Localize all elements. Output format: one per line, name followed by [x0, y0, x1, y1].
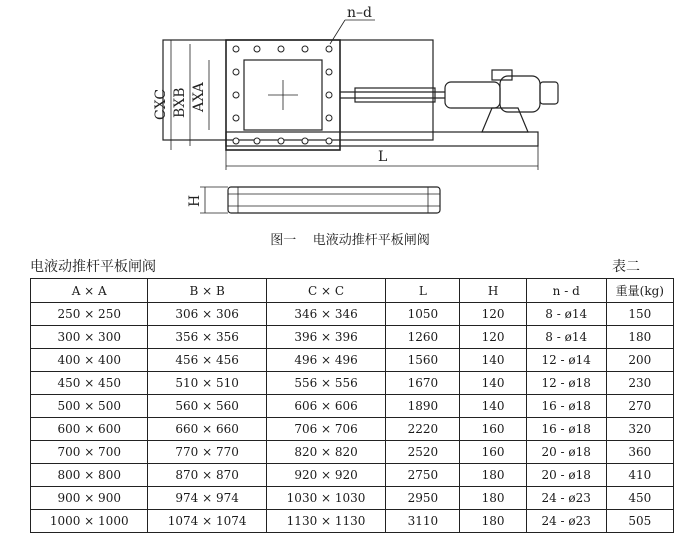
table-cell: 250 × 250	[31, 303, 148, 326]
table-cell: 920 × 920	[266, 464, 385, 487]
table-cell: 2950	[386, 487, 460, 510]
table-cell: 24 - ø23	[526, 487, 606, 510]
header-cell: C × C	[266, 279, 385, 303]
table-cell: 410	[606, 464, 673, 487]
label-height: H	[187, 194, 203, 207]
table-cell: 356 × 356	[148, 326, 266, 349]
label-axa: AXA	[191, 82, 207, 112]
header-cell: A × A	[31, 279, 148, 303]
table-cell: 556 × 556	[266, 372, 385, 395]
table-cell: 140	[460, 372, 526, 395]
table-cell: 12 - ø14	[526, 349, 606, 372]
table-body	[31, 303, 674, 533]
table-title: 电液动推杆平板闸阀	[30, 259, 156, 275]
table-cell: 456 × 456	[148, 349, 266, 372]
header-cell: n - d	[526, 279, 606, 303]
table-cell: 974 × 974	[148, 487, 266, 510]
figure-number: 图一	[270, 233, 297, 248]
table-cell: 230	[606, 372, 673, 395]
table-cell: 120	[460, 303, 526, 326]
table-cell: 180	[460, 487, 526, 510]
label-holes: n–d	[347, 5, 372, 21]
label-length: L	[378, 149, 388, 165]
table-cell: 900 × 900	[31, 487, 148, 510]
table-cell: 2220	[386, 418, 460, 441]
motor	[500, 76, 540, 112]
table-cell: 320	[606, 418, 673, 441]
table-cell: 500 × 500	[31, 395, 148, 418]
table-cell: 8 - ø14	[526, 326, 606, 349]
table-cell: 496 × 496	[266, 349, 385, 372]
header-cell: L	[386, 279, 460, 303]
table-cell: 700 × 700	[31, 441, 148, 464]
table-row	[31, 418, 674, 441]
table-cell: 24 - ø23	[526, 510, 606, 533]
table-cell: 300 × 300	[31, 326, 148, 349]
table-cell: 870 × 870	[148, 464, 266, 487]
table-cell: 150	[606, 303, 673, 326]
figure-caption	[0, 229, 700, 248]
table-cell: 8 - ø14	[526, 303, 606, 326]
table-cell: 180	[460, 464, 526, 487]
table-cell: 160	[460, 441, 526, 464]
table-number: 表二	[612, 259, 640, 275]
table-header-row	[31, 279, 674, 303]
table-cell: 20 - ø18	[526, 441, 606, 464]
table-cell: 2750	[386, 464, 460, 487]
table-row	[31, 510, 674, 533]
table-cell: 1130 × 1130	[266, 510, 385, 533]
table-cell: 1074 × 1074	[148, 510, 266, 533]
label-cxc: CXC	[153, 88, 169, 120]
table-cell: 505	[606, 510, 673, 533]
push-rod	[355, 88, 435, 102]
table-row	[31, 395, 674, 418]
table-cell: 20 - ø18	[526, 464, 606, 487]
table-cell: 820 × 820	[266, 441, 385, 464]
table-cell: 800 × 800	[31, 464, 148, 487]
table-cell: 360	[606, 441, 673, 464]
table-row	[31, 349, 674, 372]
table-cell: 1050	[386, 303, 460, 326]
figure-title: 电液动推杆平板闸阀	[312, 233, 430, 248]
table-cell: 140	[460, 395, 526, 418]
table-cell: 180	[460, 510, 526, 533]
hydraulic-cylinder	[445, 82, 500, 108]
header-cell: 重量(kg)	[606, 279, 673, 303]
table-cell: 306 × 306	[148, 303, 266, 326]
table-cell: 450	[606, 487, 673, 510]
table-cell: 1560	[386, 349, 460, 372]
table-cell: 1890	[386, 395, 460, 418]
valve-drawing	[0, 0, 700, 255]
table-cell: 16 - ø18	[526, 418, 606, 441]
table-cell: 450 × 450	[31, 372, 148, 395]
table-row	[31, 372, 674, 395]
table-cell: 200	[606, 349, 673, 372]
table-cell: 396 × 396	[266, 326, 385, 349]
table-cell: 16 - ø18	[526, 395, 606, 418]
table-cell: 160	[460, 418, 526, 441]
table-row	[31, 464, 674, 487]
table-cell: 606 × 606	[266, 395, 385, 418]
table-cell: 400 × 400	[31, 349, 148, 372]
table-cell: 3110	[386, 510, 460, 533]
header-cell: H	[460, 279, 526, 303]
label-bxb: BXB	[172, 87, 188, 118]
table-cell: 1000 × 1000	[31, 510, 148, 533]
table-cell: 770 × 770	[148, 441, 266, 464]
table-cell: 510 × 510	[148, 372, 266, 395]
table-cell: 140	[460, 349, 526, 372]
table-cell: 2520	[386, 441, 460, 464]
table-row	[31, 487, 674, 510]
table-row	[31, 303, 674, 326]
table-cell: 120	[460, 326, 526, 349]
table-cell: 560 × 560	[148, 395, 266, 418]
table-row	[31, 441, 674, 464]
table-cell: 270	[606, 395, 673, 418]
base-plate	[226, 132, 538, 146]
header-cell: B × B	[148, 279, 266, 303]
table-cell: 1260	[386, 326, 460, 349]
table-cell: 12 - ø18	[526, 372, 606, 395]
spec-table	[30, 278, 674, 533]
table-cell: 600 × 600	[31, 418, 148, 441]
table-row	[31, 326, 674, 349]
table-cell: 346 × 346	[266, 303, 385, 326]
table-cell: 1030 × 1030	[266, 487, 385, 510]
side-view	[228, 187, 440, 213]
table-cell: 180	[606, 326, 673, 349]
table-cell: 706 × 706	[266, 418, 385, 441]
table-cell: 660 × 660	[148, 418, 266, 441]
table-cell: 1670	[386, 372, 460, 395]
